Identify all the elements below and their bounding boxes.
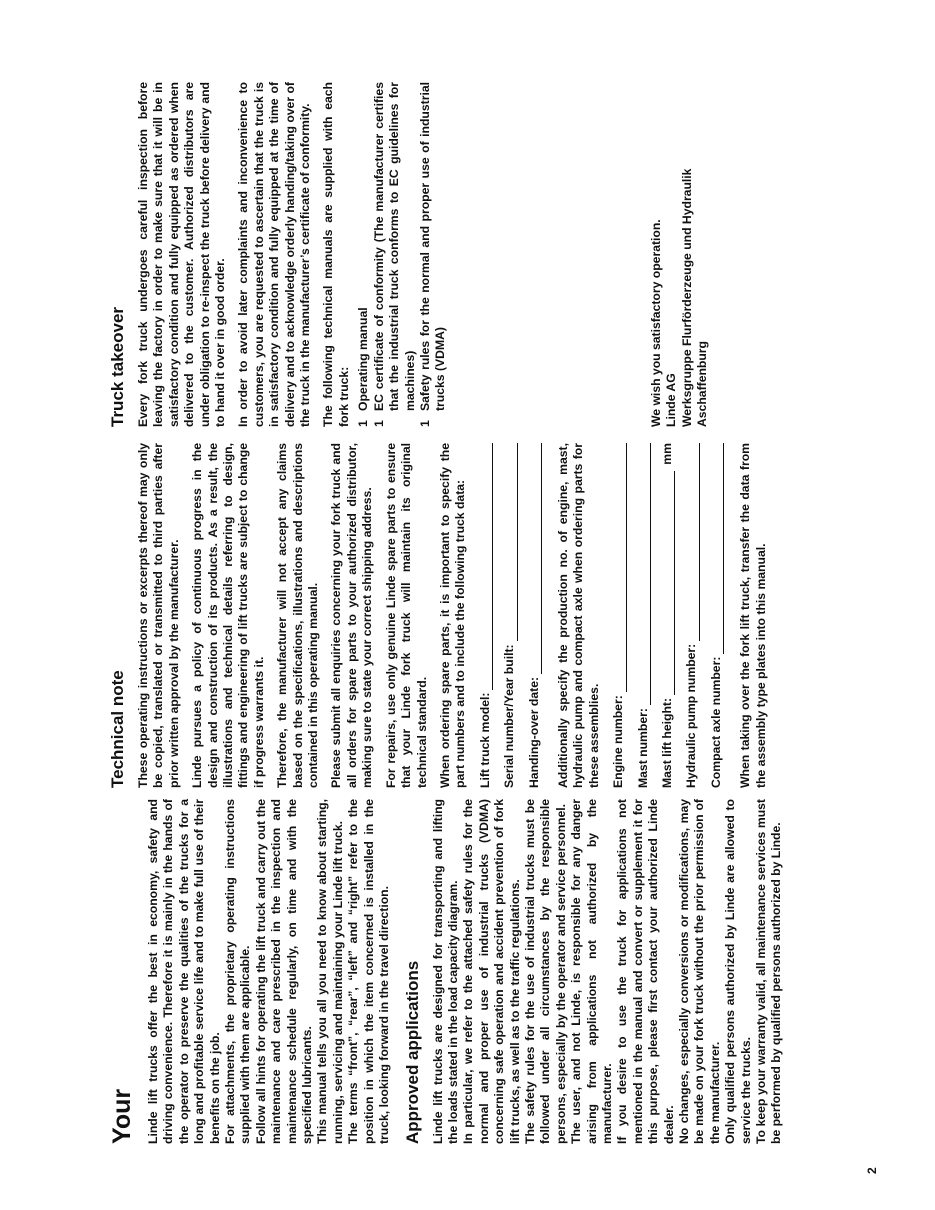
takeover-paragraph-2: In order to avoid later complaints and inconvenience to customers, you are requested to ascertain that the truck is in satisfactory condition and fully equipped at the time of delivery and to acknowledge orderly handing/taking over of the truck in the manufacturer’s certificate of conformity. xyxy=(236,82,313,427)
field-label: Hydraulic pump number: xyxy=(684,643,699,788)
list-item-quantity: 1 xyxy=(417,420,432,427)
applications-paragraph-2: In particular, we refer to the attached safety rules for the normal and proper use of industrial trucks (VDMA) concerning safe operation and accident prevention of fork lift trucks, as well as to the traffic regulations. xyxy=(461,799,522,1144)
company-location: Aschaffenburg xyxy=(694,341,709,427)
unit-label: mm xyxy=(659,443,674,465)
field-label: Engine number: xyxy=(611,695,626,788)
hydraulic-pump-number-field[interactable] xyxy=(684,443,699,788)
intro-paragraph-2: For attachments, the proprietary operating instructions supplied with them are applicable. xyxy=(223,799,253,1144)
mast-number-field[interactable] xyxy=(636,443,651,788)
applications-paragraph-8: To keep your warranty valid, all maintenance services must be performed by qualified persons authorized by Linde. xyxy=(754,799,784,1144)
engine-number-field[interactable] xyxy=(611,443,626,788)
list-item-text: Operating manual xyxy=(356,307,371,411)
serial-number-field[interactable] xyxy=(502,443,517,788)
column-introduction xyxy=(108,799,785,1144)
intro-paragraph-4: This manual tells you all you need to know about starting, running, servicing and maintaining your Linde lift truck. xyxy=(315,799,345,1144)
fill-in-line[interactable] xyxy=(661,471,675,695)
list-item xyxy=(418,82,449,427)
section-title-approved-applications: Approved applications xyxy=(402,960,422,1144)
list-item xyxy=(356,82,371,427)
fill-in-line[interactable] xyxy=(686,443,700,641)
list-item-text: Safety rules for the normal and proper use of industrial trucks (VDMA) xyxy=(417,82,448,411)
fill-in-line[interactable] xyxy=(528,443,542,674)
list-item-quantity: 1 xyxy=(356,420,371,427)
list-item-text: EC certificate of conformity (The manufacturer certifies that the industrial truck conforms to EC guidelines for machines) xyxy=(371,82,417,411)
fill-in-line[interactable] xyxy=(710,443,724,654)
lift-truck-model-field[interactable] xyxy=(478,443,493,788)
list-item xyxy=(372,82,418,427)
field-label: Lift truck model: xyxy=(477,692,492,788)
intro-paragraph-3: Follow all hints for operating the lift truck and carry out the maintenance and care prescribed in the inspection and maintenance schedule regularly, on time and with the specified lubricants. xyxy=(253,799,315,1144)
fill-in-line[interactable] xyxy=(479,443,493,690)
closing-line: We wish you satisfactory operation. xyxy=(648,219,663,427)
manuals-list xyxy=(356,82,448,427)
applications-paragraph-5: If you desire to use the truck for applications not mentioned in the manual and convert or supplement it for this purpose, please first contact your authorized Linde dealer. xyxy=(615,799,676,1144)
field-label: Handing-over date: xyxy=(526,676,541,788)
technical-paragraph-1: These operating instructions or excerpts thereof may only be copied, translated or transmitted to third parties after prior written approval by the manufacturer. xyxy=(136,443,181,788)
technical-paragraph-6: When ordering spare parts, it is important to specify the part numbers and to include the following truck data: xyxy=(437,443,468,788)
page-number: 2 xyxy=(865,1167,879,1174)
column-truck-takeover xyxy=(108,82,710,427)
applications-paragraph-4: The user, and not Linde, is responsible for any danger arising from applications not authorized by the manufacturer. xyxy=(569,799,614,1144)
compact-axle-number-field[interactable] xyxy=(709,443,724,788)
takeover-paragraph-1: Every fork truck undergoes careful inspection before leaving the factory in order to make sure that it will be in satisfactory condition and fully equipped as ordered when delivered to the customer. Authorized distributors are under obligation to re-inspect the truck before delivery and to hand it over in good order. xyxy=(136,82,228,427)
intro-paragraph-5: The terms “front”, “rear”, “left” and “right” refer to the position in which the item concerned is installed in the truck, looking forward in the travel direction. xyxy=(346,799,392,1144)
applications-paragraph-3: The safety rules for the use of industrial trucks must be followed under all circumstances by the responsible persons, especially by the operator and service personnel. xyxy=(522,799,568,1144)
takeover-paragraph-3: The following technical manuals are supplied with each fork truck: xyxy=(321,82,351,427)
field-label: Serial number/Year built: xyxy=(502,644,517,788)
technical-paragraph-8: When taking over the fork lift truck, transfer the data from the assembly type plates into this manual. xyxy=(738,443,768,788)
company-name: Linde AG xyxy=(664,373,679,427)
column-technical-note xyxy=(108,443,769,788)
section-title-technical-note: Technical note xyxy=(108,670,127,788)
intro-paragraph-1: Linde lift trucks offer the best in economy, safety and driving convenience. Therefore it is mainly in the hands of the operator to preserve the qualities of the trucks for a long and profitable service life and to make full use of their benefits on the job. xyxy=(146,799,222,1144)
fill-in-line[interactable] xyxy=(504,443,518,641)
field-label: Mast lift height: xyxy=(659,697,674,788)
handing-over-date-field[interactable] xyxy=(527,443,542,788)
applications-paragraph-1: Linde lift trucks are designed for transporting and lifting the loads stated in the load capacity diagram. xyxy=(430,799,460,1144)
field-label: Mast number: xyxy=(635,708,650,788)
company-division: Werksgruppe Flurförderzeuge und Hydraulik xyxy=(679,168,694,427)
fill-in-line[interactable] xyxy=(613,443,627,692)
list-item-quantity: 1 xyxy=(371,420,386,427)
fill-in-line[interactable] xyxy=(637,443,651,705)
technical-paragraph-3: Therefore, the manufacturer will not accept any claims based on the specifications, illustrations and descriptions contained in this operating manual. xyxy=(275,443,321,788)
applications-paragraph-6: No changes, especially conversions or modifications, may be made on your fork truck without the prior permission of the manufacturer. xyxy=(677,799,722,1144)
section-title-truck-takeover: Truck takeover xyxy=(108,306,127,427)
technical-paragraph-5: For repairs, use only genuine Linde spare parts to ensure that your Linde fork truck will maintain its original technical standard. xyxy=(383,443,429,788)
mast-lift-height-field[interactable] xyxy=(660,443,675,788)
field-label: Compact axle number: xyxy=(708,656,723,788)
applications-paragraph-7: Only qualified persons authorized by Linde are allowed to service the trucks. xyxy=(723,799,753,1144)
technical-paragraph-7: Additionally specify the production no. of engine, mast, hydraulic pump and compact axle when ordering parts for these assemblies. xyxy=(555,443,601,788)
signature-block xyxy=(649,82,711,427)
page-title: Your xyxy=(108,1088,136,1144)
technical-paragraph-2: Linde pursues a policy of continuous progress in the design and construction of its products. As a result, the illustrations and technical details referring to design, fittings and engineering of lift trucks are subject to change if progress warrants it. xyxy=(190,443,266,788)
technical-paragraph-4: Please submit all enquiries concerning your fork truck and all orders for spare parts to your authorized distributor, making sure to state your correct shipping address. xyxy=(329,443,375,788)
